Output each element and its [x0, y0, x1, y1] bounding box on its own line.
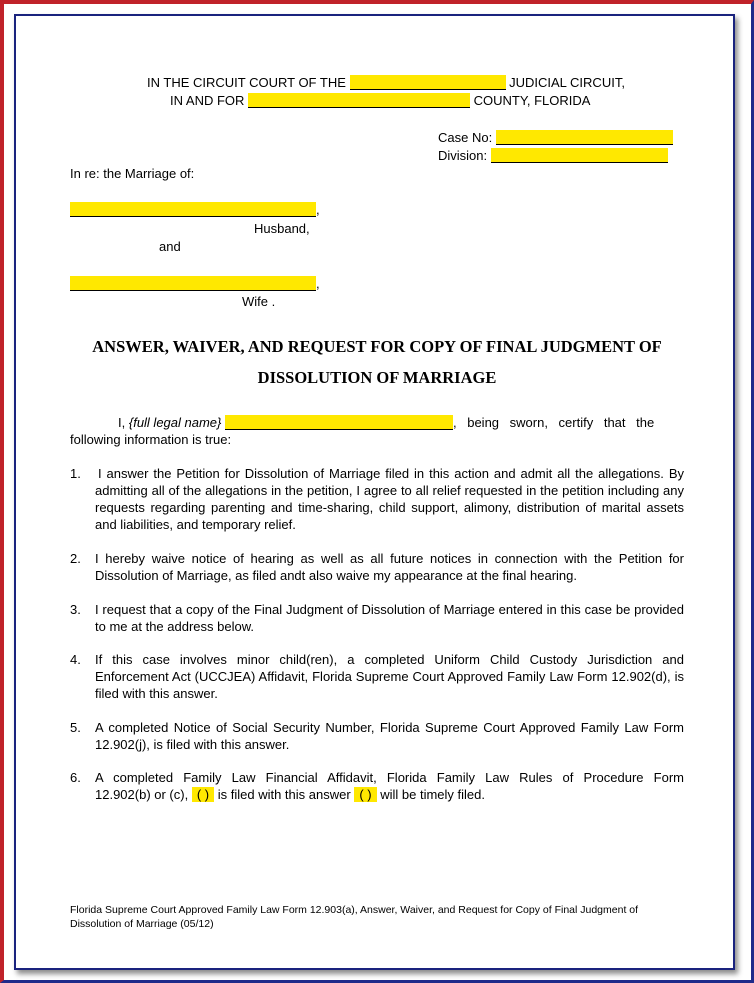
filed-checkbox[interactable]: ( ) — [192, 787, 214, 802]
case-no-field[interactable] — [496, 130, 673, 145]
full-legal-name-field[interactable] — [225, 415, 453, 430]
intro-line1: I, {full legal name} , being sworn, certify that the — [118, 415, 655, 430]
list-item-3: 3. I request that a copy of the Final Judgment of Dissolution of Marriage entered in this case be provided to me at the address below. — [70, 602, 684, 634]
and-label: and — [159, 239, 181, 254]
division-label: Division: — [438, 148, 488, 163]
husband-label: Husband, — [254, 221, 310, 236]
document-title-line2: DISSOLUTION OF MARRIAGE — [257, 368, 497, 387]
wife-label: Wife . — [242, 294, 276, 309]
document-title-line1: ANSWER, WAIVER, AND REQUEST FOR COPY OF FINAL JUDGMENT OF — [92, 337, 662, 356]
list-item-2: 2. I hereby waive notice of hearing as well as all future notices in connection with the Petition for Dissolution of Marriage, as filed andt also waive my appearance at the final hearing. — [70, 551, 684, 583]
list-item-4: 4. If this case involves minor child(ren), a completed Uniform Child Custody Jurisdiction and Enforcement Act (UCCJEA) Affidavit, Florida Supreme Court Approved Family Law Form 12.902(d), is filed with this answer. — [70, 652, 684, 701]
husband-name-field[interactable] — [70, 202, 316, 217]
full-name-hint: {full legal name} — [128, 415, 222, 430]
case-no-label: Case No: — [438, 130, 493, 145]
timely-filed-checkbox[interactable]: ( ) — [354, 787, 376, 802]
intro-line2: following information is true: — [70, 432, 232, 447]
county-field[interactable] — [248, 93, 470, 108]
in-re-label: In re: the Marriage of: — [70, 166, 195, 181]
list-item-1: 1. I answer the Petition for Dissolution of Marriage filed in this action and admit all the allegations. By admitting all of the allegations in the petition, I agree to all relief requested in the petition including any requests regarding parenting and time-sharing, child support, alimony, distribution of marital assets and liabilities, and temporary relief. — [70, 466, 684, 532]
division-field[interactable] — [491, 148, 668, 163]
list-item-5: 5. A completed Notice of Social Security Number, Florida Supreme Court Approved Family Law Form 12.902(j), is filed with this answer. — [70, 720, 684, 752]
court-header-line1: IN THE CIRCUIT COURT OF THE JUDICIAL CIRCUIT, — [147, 75, 625, 90]
division-row — [438, 148, 668, 163]
form-footer: Florida Supreme Court Approved Family Law Form 12.903(a), Answer, Waiver, and Request for Copy of Final Judgment of Dissolution of Marriage (05/12) — [70, 904, 639, 930]
wife-name-row: , — [70, 276, 320, 291]
husband-name-row: , — [70, 202, 320, 217]
wife-name-field[interactable] — [70, 276, 316, 291]
case-no-row — [438, 130, 673, 145]
court-header-line2: IN AND FOR COUNTY, FLORIDA — [170, 93, 591, 108]
judicial-circuit-field[interactable] — [350, 75, 506, 90]
list-item-6: 6. A completed Family Law Financial Affidavit, Florida Family Law Rules of Procedure Form 12.902(b) or (c), ( ) is filed with this answer ( ) will be timely filed. — [70, 770, 684, 802]
